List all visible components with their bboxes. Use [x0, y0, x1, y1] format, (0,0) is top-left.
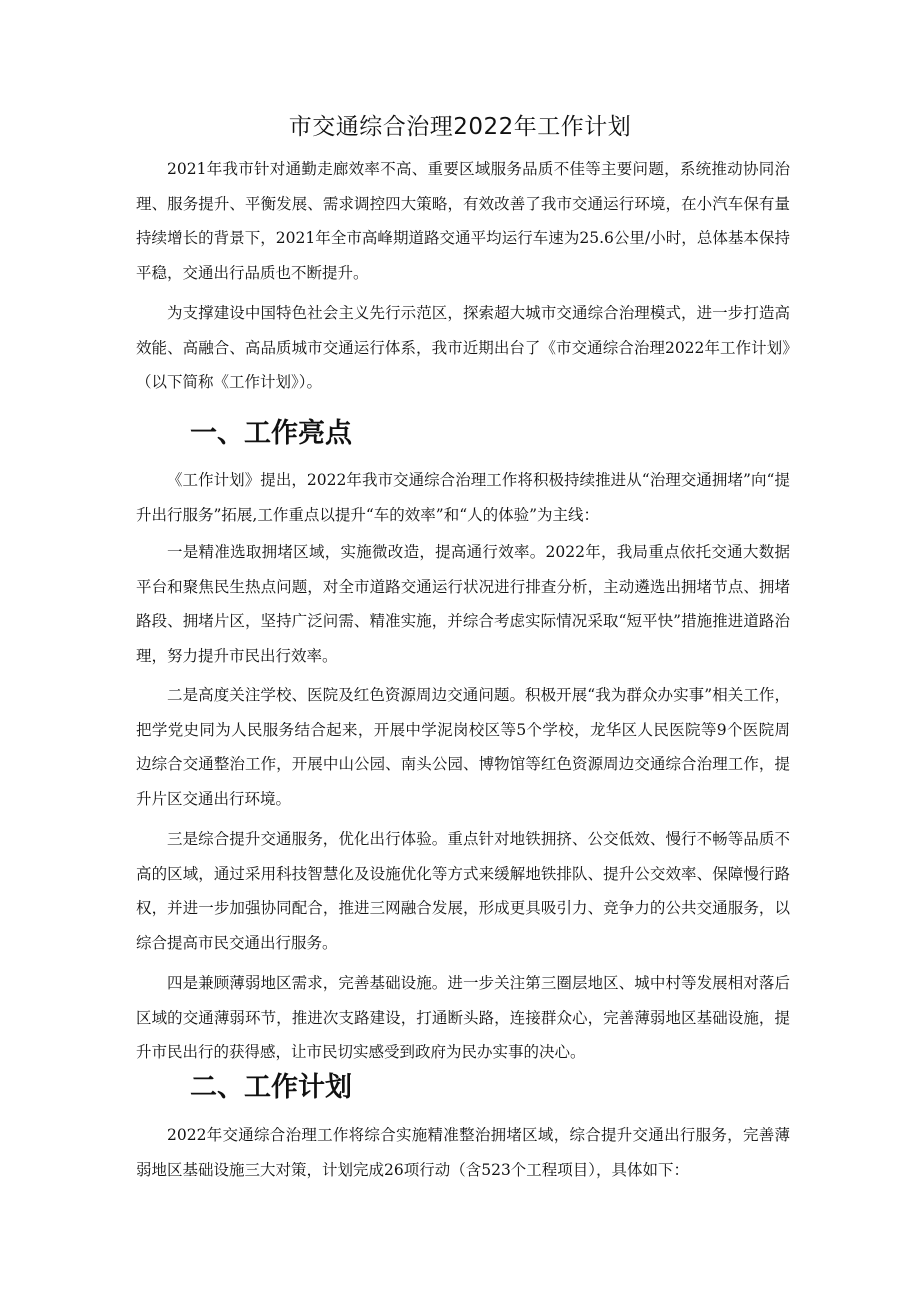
section1-paragraph-2: 一是精准选取拥堵区域，实施微改造，提高通行效率。2022年，我局重点依托交通大数据平台和聚焦民生热点问题，对全市道路交通运行状况进行排查分析，主动遴选出拥堵节点、拥堵路段、拥堵片区，坚持广泛问需、精准实施，并综合考虑实际情况采取“短平快”措施推进道路治理，努力提升市民出行效率。 [136, 543, 790, 665]
section1-paragraph-4: 三是综合提升交通服务，优化出行体验。重点针对地铁拥挤、公交低效、慢行不畅等品质不高的区域，通过采用科技智慧化及设施优化等方式来缓解地铁排队、提升公交效率、保障慢行路权，并进一步加强协同配合，推进三网融合发展，形成更具吸引力、竞争力的公共交通服务，以综合提高市民交通出行服务。 [136, 830, 790, 952]
section2-paragraph-1: 2022年交通综合治理工作将综合实施精准整治拥堵区域，综合提升交通出行服务，完善薄弱地区基础设施三大对策，计划完成26项行动（含523个工程项目），具体如下： [136, 1126, 790, 1179]
section1-heading: 一、工作亮点 [190, 418, 352, 449]
section1-paragraph-5: 四是兼顾薄弱地区需求，完善基础设施。进一步关注第三圈层地区、城中村等发展相对落后区域的交通薄弱环节，推进次支路建设，打通断头路，连接群众心，完善薄弱地区基础设施，提升市民出行的获得感，让市民切实感受到政府为民办实事的决心。 [136, 974, 790, 1061]
document-title: 市交通综合治理2022年工作计划 [288, 114, 632, 140]
section2-heading: 二、工作计划 [190, 1072, 352, 1103]
section1-paragraph-3: 二是高度关注学校、医院及红色资源周边交通问题。积极开展“我为群众办实事”相关工作，把学党史同为人民服务结合起来，开展中学泥岗校区等5个学校，龙华区人民医院等9个医院周边综合交通整治工作，开展中山公园、南头公园、博物馆等红色资源周边交通综合治理工作，提升片区交通出行环境。 [136, 686, 790, 808]
intro-paragraph-1: 2021年我市针对通勤走廊效率不高、重要区域服务品质不佳等主要问题，系统推动协同治理、服务提升、平衡发展、需求调控四大策略，有效改善了我市交通运行环境，在小汽车保有量持续增长的背景下，2021年全市高峰期道路交通平均运行车速为25.6公里/小时，总体基本保持平稳，交通出行品质也不断提升。 [136, 160, 790, 282]
section1-paragraph-1: 《工作计划》提出，2022年我市交通综合治理工作将积极持续推进从“治理交通拥堵”向“提升出行服务”拓展,工作重点以提升“车的效率”和“人的体验”为主线： [136, 471, 790, 524]
intro-paragraph-2: 为支撑建设中国特色社会主义先行示范区，探索超大城市交通综合治理模式，进一步打造高效能、高融合、高品质城市交通运行体系，我市近期出台了《市交通综合治理2022年工作计划》（以下简称《工作计划》）。 [136, 304, 790, 391]
